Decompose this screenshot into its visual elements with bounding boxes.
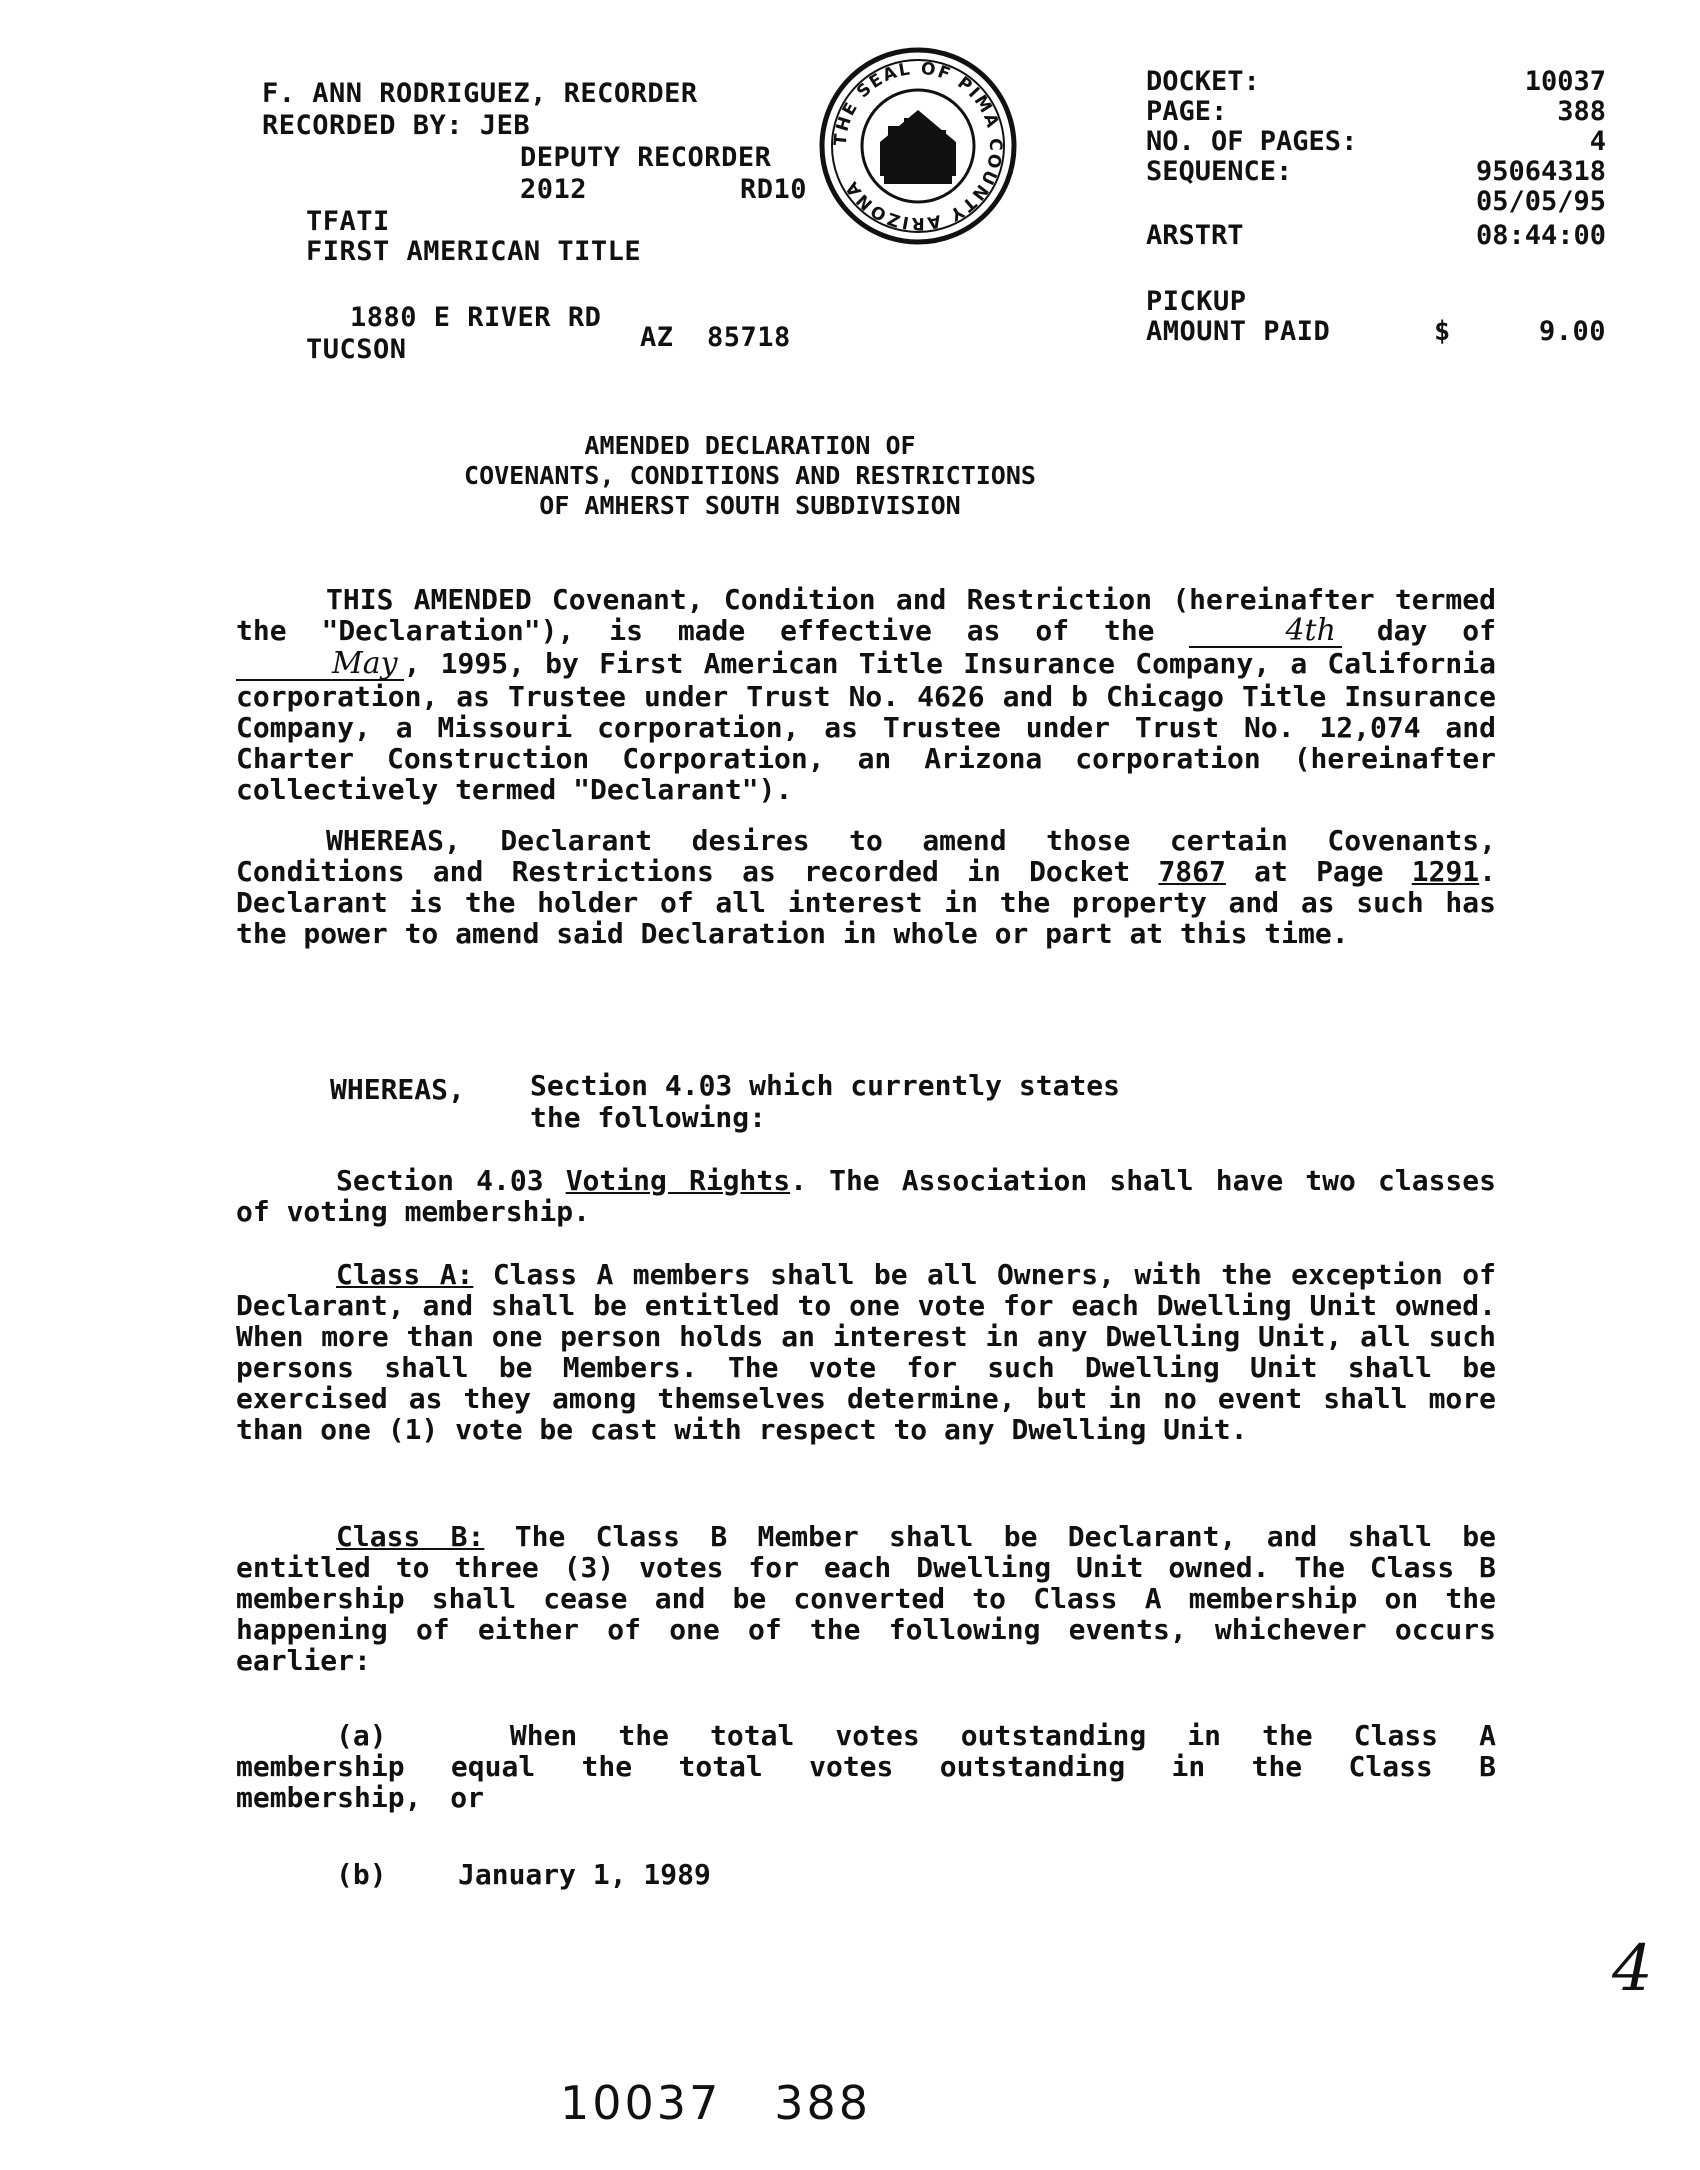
record-label: SEQUENCE: [1146, 156, 1293, 187]
item-b-text: January 1, 1989 [458, 1858, 711, 1891]
addressee-street: 1880 E RIVER RD [350, 302, 602, 333]
paragraph-declaration [236, 584, 1496, 805]
whereas-line-1: Section 4.03 which currently states [530, 1069, 1121, 1102]
section-voting-rights [236, 1165, 1496, 1227]
class-a-paragraph [236, 1259, 1496, 1445]
paragraph-text: , 1995, by First American Title Insurance Company, a California corporation, as Trustee under Trust No. 4626 and b Chicago Title Insurance Company, a Missouri corporation, as Trustee under Trust No. 12,074 and Charter Construction Corporation, an Arizona corporation (hereinafter collectively termed "Declarant"). [236, 647, 1496, 806]
docket-reference: 7867 [1158, 855, 1226, 888]
recorder-name: F. ANN RODRIGUEZ, RECORDER [262, 78, 698, 109]
footer-stamp [560, 2076, 871, 2130]
section-text: . The Association shall have two classes of voting membership. [236, 1164, 1496, 1228]
addressee-line-1: TFATI [306, 206, 390, 237]
paragraph-text: at Page [1254, 855, 1384, 888]
paragraph-text: THIS AMENDED Covenant, Condition and Restriction (hereinafter termed the "Declaration"), is made effective as of the [236, 583, 1496, 647]
paragraph-text: . Declarant is the holder of all interest in the property and as such has the power to amend said Declaration in whole or part at this time. [236, 855, 1497, 950]
document-title-line-2: COVENANTS, CONDITIONS AND RESTRICTIONS [464, 461, 1036, 490]
addressee-state-zip: AZ 85718 [640, 322, 791, 353]
item-b-label: (b) [336, 1858, 387, 1891]
whereas-label: WHEREAS, [330, 1073, 465, 1106]
record-row-page [1146, 96, 1606, 128]
document-title-line-1: AMENDED DECLARATION OF [584, 431, 916, 460]
record-row-sequence [1146, 156, 1606, 188]
seal-text: THE SEAL OF PIMA COUNTY ARIZONA [830, 58, 1006, 234]
class-a-text: Class A members shall be all Owners, with the exception of Declarant, and shall be entitled to one vote for each Dwelling Unit owned. When more than one person holds an interest in any Dwelling Unit, all such persons shall be Members. The vote for such Dwelling Unit shall be exercised as they among themselves determine, but in no event shall more than one (1) vote be cast with respect to any Dwelling Unit. [236, 1258, 1496, 1446]
amount-paid-label: AMOUNT PAID [1146, 316, 1331, 347]
paragraph-text: WHEREAS, Declarant desires to amend those certain Covenants, Conditions and Restrictions as recorded in Docket [236, 824, 1496, 888]
whereas-line-2: the following: [530, 1101, 767, 1134]
record-value: 10037 [1524, 66, 1606, 97]
record-value: 95064318 [1475, 156, 1606, 187]
record-row-docket [1146, 66, 1606, 98]
footer-docket: 10037 [560, 2076, 722, 2130]
county-seal-icon [818, 46, 1018, 246]
class-b-label: Class B: [336, 1520, 485, 1553]
amount-paid-value: 9.00 [1538, 316, 1606, 347]
addressee-line-2: FIRST AMERICAN TITLE [306, 236, 642, 267]
record-value: 4 [1589, 126, 1606, 157]
paragraph-text: day of [1376, 614, 1497, 647]
record-value: 388 [1557, 96, 1606, 127]
paragraph-whereas-amend [236, 825, 1496, 949]
section-heading: Voting Rights [565, 1164, 791, 1197]
handwritten-page-mark: 4 [1612, 1932, 1653, 2006]
footer-page: 388 [774, 2076, 872, 2130]
item-a-paragraph [236, 1720, 1496, 1813]
handwritten-day: 4th [1189, 615, 1341, 648]
class-b-paragraph [236, 1521, 1496, 1676]
record-label: DOCKET: [1146, 66, 1260, 97]
recorder-code-2: RD10 [740, 174, 808, 205]
recorded-by: RECORDED BY: JEB [262, 110, 531, 141]
record-row-num-pages [1146, 126, 1606, 158]
recorder-code-1: 2012 [520, 174, 588, 205]
record-label: PAGE: [1146, 96, 1228, 127]
document-title-line-3: OF AMHERST SOUTH SUBDIVISION [539, 491, 961, 520]
addressee-city: TUCSON [306, 334, 407, 365]
record-label: NO. OF PAGES: [1146, 126, 1358, 157]
record-value: 08:44:00 [1475, 220, 1606, 251]
record-value: 05/05/95 [1475, 186, 1606, 217]
record-row-time [1146, 220, 1606, 252]
class-b-text: The Class B Member shall be Declarant, and shall be entitled to three (3) votes for each Dwelling Unit owned. The Class B membership shall cease and be converted to Class A membership on the happening of either of one of the following events, whichever occurs earlier: [236, 1520, 1497, 1677]
item-a-label: (a) [336, 1719, 387, 1752]
page-reference: 1291 [1411, 855, 1480, 888]
deputy-recorder: DEPUTY RECORDER [520, 142, 772, 173]
class-a-label: Class A: [336, 1258, 474, 1291]
pickup-label: PICKUP [1146, 286, 1247, 317]
item-a-text: When the total votes outstanding in the Class A membership equal the total votes outstanding in the Class B membership, or [236, 1719, 1496, 1814]
record-row-date [1146, 186, 1606, 218]
amount-currency: $ [1434, 316, 1451, 347]
handwritten-month: May [236, 648, 404, 681]
record-label: ARSTRT [1146, 220, 1244, 251]
section-prefix: Section 4.03 [336, 1164, 544, 1197]
